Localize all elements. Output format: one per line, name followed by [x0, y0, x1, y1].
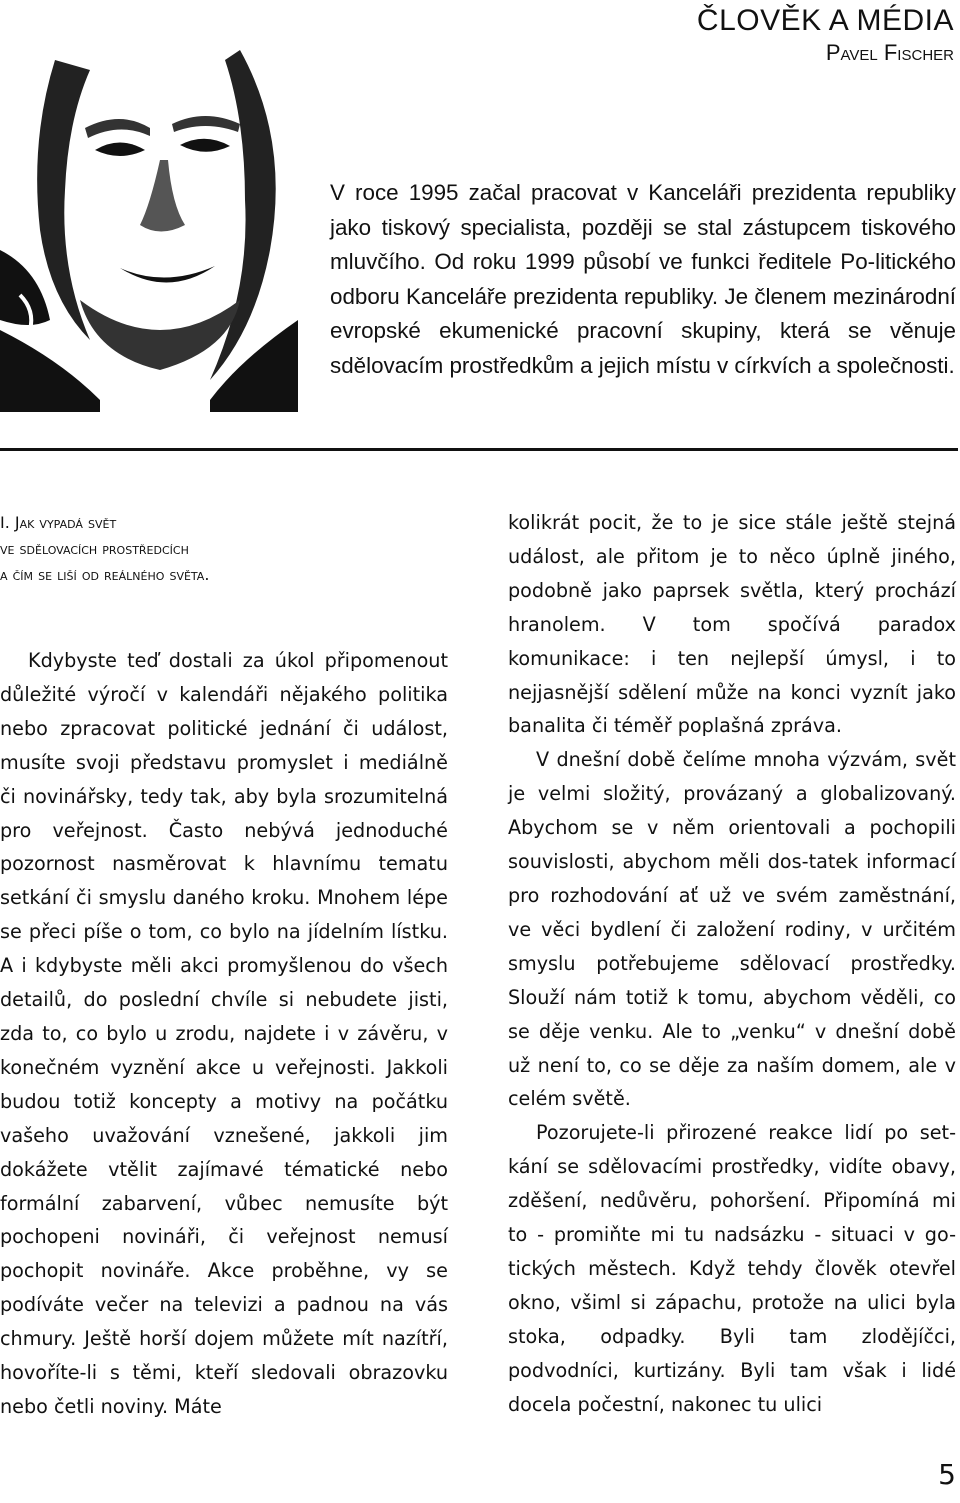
left-column — [0, 644, 448, 1424]
author-bio: V roce 1995 začal pracovat v Kanceláři prezidenta republiky jako tiskový specialista, později se stal zástupcem tiskového mluvčího. Od roku 1999 působí ve funkci ředitele Po-litického odboru Kanceláře prezidenta republiky. Je členem mezinárodní evropské ekumenické pracovní skupiny, která se věnuje sdělovacím prostředkům a jejich místu v církvích a společnosti. — [330, 180, 956, 378]
section-heading-line-2: ve sdělovacích prostředcích — [0, 539, 189, 558]
portrait-image — [0, 0, 298, 412]
section-heading — [0, 510, 470, 588]
page-header — [697, 4, 954, 68]
paragraph: V dnešní době čelíme mnoha výzvám, svět je velmi složitý, provázaný a globalizovaný. Abychom se v něm orientovali a pochopili souvislosti, abychom měli dos-tatek informací pro rozhodování ať už ve svém zaměstnání, ve věci bydlení či založení rodiny, v určitém smyslu potřebujeme sdělovací prostředky. Slouží nám totiž k tomu, abychom věděli, co se děje venku. Ale to „venku“ v dnešní době už není to, co se děje za naším domem, ale v celém světě. — [508, 748, 956, 1111]
paragraph: kolikrát pocit, že to je sice stále ještě stejná událost, ale přitom je to něco úplně jiného, podobně jako paprsek světla, který prochází hranolem. V tom spočívá paradox komunikace: i ten nejlepší úmysl, i to nejjasnější sdělení může na konci vyznít jako banalita či téměř poplašná zpráva. — [508, 511, 956, 738]
article-title: ČLOVĚK A MÉDIA — [696, 4, 954, 37]
right-column — [508, 506, 956, 1421]
paragraph: Pozorujete-li přirozené reakce lidí po set-kání se sdělovacími prostředky, vidíte obavy, zděšení, nedůvěru, pohoršení. Připomíná mi to - promiňte mi tu nadsázku - situaci v go-tických městech. Když tehdy člověk otevřel okno, všiml si zápachu, protože na ulici byla stoka, odpadky. Byli tam zlodějíčci, podvodníci, kurtizány. Byli tam však i lidé docela počestní, nakonec tu ulici — [508, 1121, 956, 1416]
author-name: Pavel Fischer — [825, 40, 954, 65]
section-heading-line-3: a čím se liší od reálného světa. — [0, 565, 210, 584]
horizontal-divider — [0, 448, 958, 451]
page-number: 5 — [938, 1458, 956, 1491]
author-portrait — [0, 0, 298, 412]
section-heading-line-1: I. Jak vypadá svět — [0, 513, 117, 532]
paragraph: Kdybyste teď dostali za úkol připomenout důležité výročí v kalendáři nějakého politika nebo zpracovat politické jednání či událost, musíte svoji představu promyslet i mediálně či novinářsky, tedy tak, aby byla srozumitelná pro veřejnost. Často nebývá jednoduché pozornost nasměrovat k hlavnímu tematu setkání či smyslu daného kroku. Mnohem lépe se přeci píše o tom, co bylo na jídelním lístku. A i kdybyste měli akci promyšlenou do všech detailů, do poslední chvíle si nebudete jisti, zda to, co bylo u zrodu, najdete i v závěru, v konečném vyznění akce u veřejnosti. Jakkoli budou totiž koncepty a motivy na počátku vašeho uvažování vznešené, jakkoli jim dokážete vtělit zajímavé tématické nebo formální zabarvení, vůbec nemusíte být pochopeni novináři, či veřejnost nemusí pochopit novináře. Akce proběhne, vy se podíváte večer na televizi a padnou na vás chmury. Ještě horší dojem můžete mít nazítří, hovoříte-li s těmi, kteří sledovali obrazovku nebo četli noviny. Máte — [0, 649, 448, 1418]
